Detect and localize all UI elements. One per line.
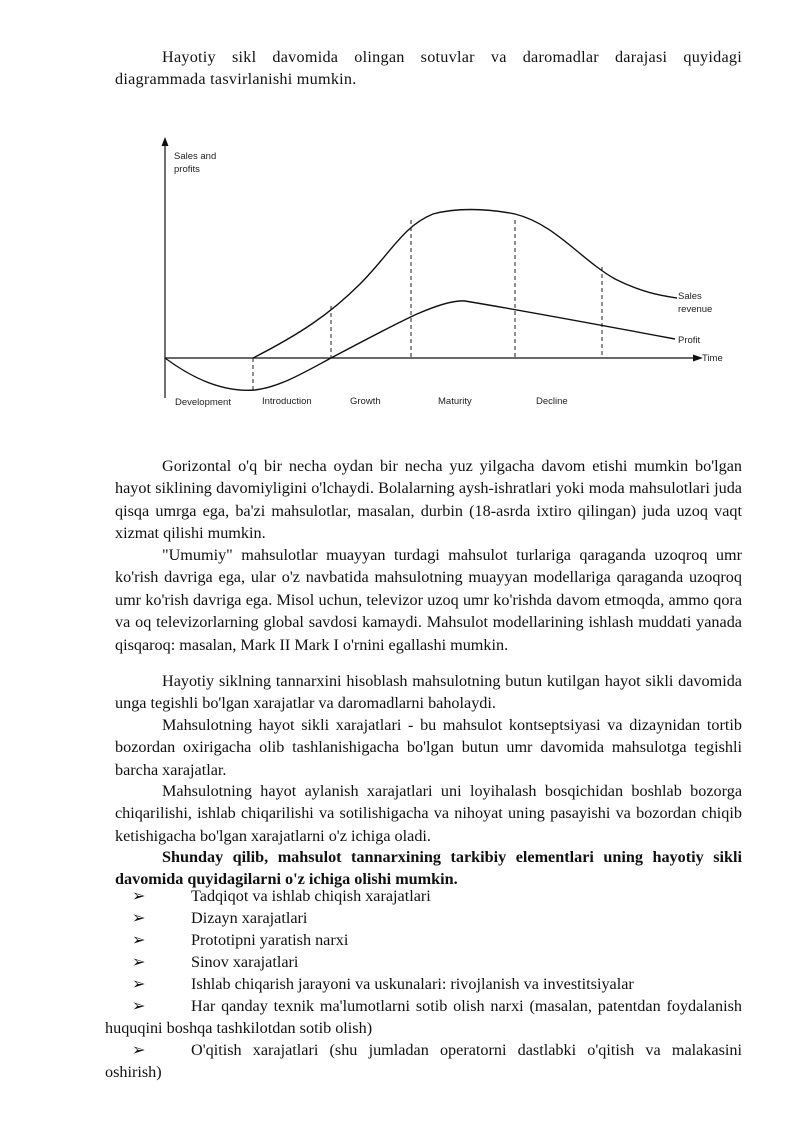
arrow-bullet-icon: ➢ [132, 953, 146, 971]
body-paragraph: Mahsulotning hayot sikli xarajatlari - bu mahsulot kontseptsiyasi va dizaynidan tortib bozordan oxirigacha olib tashlanishigacha bo'lgan butun umr davomida mahsulotga tegishli barcha xarajatlar. [115, 716, 742, 779]
arrow-bullet-icon: ➢ [132, 975, 146, 993]
y-axis-label-line-2: profits [174, 164, 200, 175]
stage-label-maturity: Maturity [438, 396, 472, 407]
list-item [105, 951, 742, 973]
arrow-bullet-icon: ➢ [132, 931, 146, 949]
y-axis-arrow [162, 137, 169, 146]
list-item-text: O'qitish xarajatlari (shu jumladan operatorni dastlabki o'qitish va malakasini oshirish) [105, 1041, 742, 1081]
profit-label: Profit [678, 335, 701, 346]
profit-line [165, 301, 675, 390]
sales-revenue-line [253, 210, 677, 359]
list-item-text: Prototipni yaratish narxi [191, 931, 349, 949]
stage-label-development: Development [175, 397, 231, 408]
body-paragraph: Gorizontal o'q bir necha oydan bir necha yuz yilgacha davom etishi mumkin bo'lgan hayot siklining davomiyligini o'lchaydi. Bolalarning aysh-ishratlari yoki moda mahsulotlari juda qisqa umrga ega, ba'zi mahsulotlar, masalan, durbin (18-asrda ixtiro qilingan) juda uzoq vaqt xizmat qilishi mumkin. [115, 457, 742, 543]
body-paragraph: Hayotiy siklning tannarxini hisoblash mahsulotning butun kutilgan hayot sikli davomida unga tegishli bo'lgan xarajatlar va daromadlarni baholaydi. [115, 672, 742, 713]
list-item-text: Tadqiqot va ishlab chiqish xarajatlari [191, 887, 431, 905]
list-item-text: Sinov xarajatlari [191, 953, 299, 971]
arrow-bullet-icon: ➢ [132, 1041, 146, 1059]
list-item [105, 885, 742, 907]
stage-label-growth: Growth [350, 396, 381, 407]
list-item-text: Dizayn xarajatlari [191, 909, 308, 927]
list-item-text: Har qanday texnik ma'lumotlarni sotib olish narxi (masalan, patentdan foydalanish huquqini boshqa tashkilotdan sotib olish) [105, 997, 742, 1037]
arrow-bullet-icon: ➢ [132, 887, 146, 905]
sales-revenue-label-line-1: Sales [678, 291, 702, 302]
sales-revenue-label-line-2: revenue [678, 304, 713, 315]
stage-label-introduction: Introduction [262, 396, 312, 407]
list-item [105, 973, 742, 995]
cost-elements-list [105, 885, 742, 1083]
list-item [105, 929, 742, 951]
stage-label-decline: Decline [536, 396, 568, 407]
body-paragraph: Mahsulotning hayot aylanish xarajatlari uni loyihalash bosqichidan boshlab bozorga chiqarilishi, ishlab chiqarilishi va sotilishigacha va nihoyat uning pasayishi va bozordan chiqib ketishigacha bo'lgan xarajatlarni o'z ichiga oladi. [115, 782, 742, 845]
product-life-cycle-chart [155, 134, 735, 420]
body-paragraph: "Umumiy" mahsulotlar muayyan turdagi mahsulot turlariga qaraganda uzoqroq umr ko'rish davriga ega, ular o'z navbatida mahsulotning muayyan modellariga qaraganda uzoqroq umr ko'rish davriga ega. Misol uchun, televizor uzoq umr ko'rishda davom etmoqda, ammo qora va oq televizorlarning global savdosi kamaydi. Mahsulot modellarining ishlash muddati yanada qisqaroq: masalan, Mark II Mark I o'rnini egallashi mumkin. [115, 546, 742, 654]
bold-lead-paragraph: Shunday qilib, mahsulot tannarxining tarkibiy elementlari uning hayotiy sikli davomida quyidagilarni o'z ichiga olishi mumkin. [115, 848, 742, 889]
list-item [105, 1039, 742, 1083]
intro-paragraph: Hayotiy sikl davomida olingan sotuvlar va daromadlar darajasi quyidagi diagrammada tasvirlanishi mumkin. [115, 48, 742, 89]
y-axis-label-line-1: Sales and [174, 151, 217, 162]
list-item [105, 995, 742, 1039]
arrow-bullet-icon: ➢ [132, 997, 146, 1015]
x-axis-label: Time [702, 353, 723, 364]
list-item [105, 907, 742, 929]
arrow-bullet-icon: ➢ [132, 909, 146, 927]
list-item-text: Ishlab chiqarish jarayoni va uskunalari: rivojlanish va investitsiyalar [191, 975, 634, 993]
